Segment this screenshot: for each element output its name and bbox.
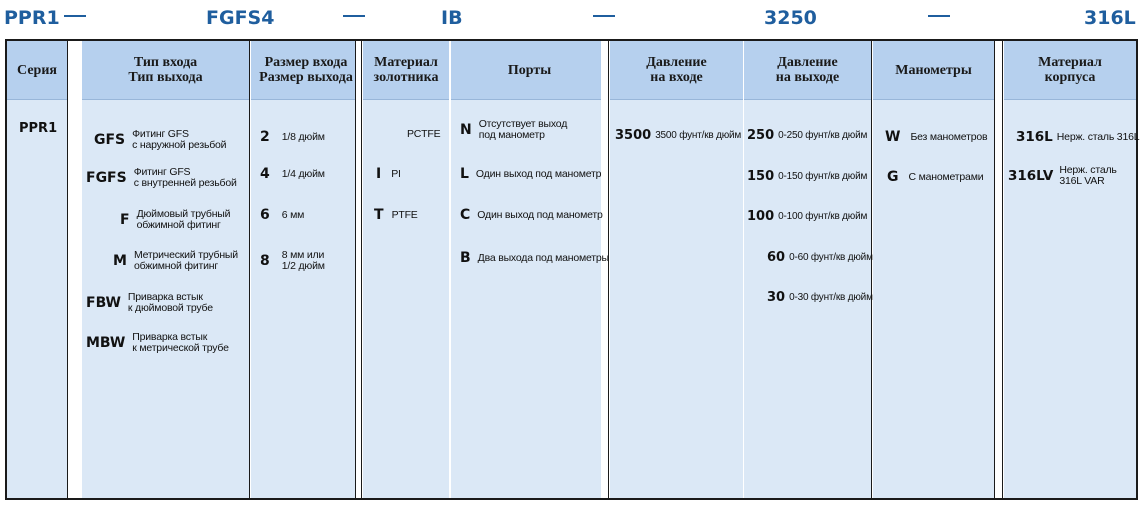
inlet-pressure-option: 3500 3500 фунт/кв дюйм	[615, 128, 742, 143]
connection-option: MBW Приварка встык к метрической трубе	[86, 331, 229, 354]
code-pressure: 3250	[764, 7, 817, 29]
ordering-table	[5, 39, 1138, 500]
header-series: Серия	[17, 62, 57, 78]
ports-option: C Один выход под манометр	[460, 207, 603, 223]
header-size: Размер входа Размер выхода	[259, 55, 353, 85]
column-seat	[363, 41, 449, 498]
connection-option: FBW Приварка встык к дюймовой трубе	[86, 291, 213, 314]
connection-option: FGFS Фитинг GFS с внутренней резьбой	[86, 166, 237, 189]
column-divider	[355, 41, 356, 498]
column-divider	[249, 41, 250, 498]
column-inlet-pressure	[610, 41, 743, 498]
column-outlet-pressure	[744, 41, 871, 498]
seat-option: I PI	[376, 166, 401, 182]
size-option: 8 8 мм или 1/2 дюйм	[260, 249, 325, 272]
header-inlet-pressure: Давление на входе	[646, 55, 707, 85]
outlet-pressure-option: 100 0-100 фунт/кв дюйм	[747, 209, 868, 224]
size-option: 6 6 мм	[260, 207, 305, 223]
column-divider	[871, 41, 872, 498]
connection-option: GFS Фитинг GFS с наружной резьбой	[94, 128, 227, 151]
connection-option: M Метрический трубный обжимной фитинг	[113, 249, 238, 272]
size-option: 4 1/4 дюйм	[260, 166, 325, 182]
outlet-pressure-option: 150 0-150 фунт/кв дюйм	[747, 169, 868, 184]
column-divider	[1002, 41, 1003, 498]
connection-option: F Дюймовый трубный обжимной фитинг	[120, 208, 231, 231]
ports-option: N Отсутствует выход под манометр	[460, 118, 568, 141]
ports-option: B Два выхода под манометры	[460, 250, 609, 266]
column-ports	[451, 41, 601, 498]
header-body-material: Материал корпуса	[1038, 55, 1102, 85]
gauges-option: W Без манометров	[885, 129, 988, 145]
body-material-option: 316LV Нерж. сталь 316L VAR	[1008, 164, 1117, 187]
outlet-pressure-option: 30 0-30 фунт/кв дюйм	[767, 290, 873, 305]
header-ports: Порты	[507, 62, 552, 78]
code-separator	[928, 15, 950, 17]
series-value: PPR1	[19, 121, 58, 136]
code-separator	[343, 15, 365, 17]
size-option: 2 1/8 дюйм	[260, 129, 325, 145]
code-separator	[64, 15, 86, 17]
column-divider	[67, 41, 68, 498]
column-series	[7, 41, 67, 498]
column-gauges	[873, 41, 994, 498]
column-divider	[608, 41, 609, 498]
seat-option: T PTFE	[374, 207, 418, 223]
column-body	[1004, 41, 1136, 498]
header-connection: Тип входа Тип выхода	[128, 55, 203, 85]
header-outlet-pressure: Давление на выходе	[775, 55, 840, 85]
outlet-pressure-option: 60 0-60 фунт/кв дюйм	[767, 250, 873, 265]
column-divider	[994, 41, 995, 498]
code-series: PPR1	[4, 7, 60, 29]
body-material-option: 316L Нерж. сталь 316L	[1016, 129, 1140, 145]
code-valve-ports: IB	[441, 7, 463, 29]
code-separator	[593, 15, 615, 17]
header-gauges: Манометры	[895, 62, 972, 78]
column-divider	[361, 41, 362, 498]
code-material: 316L	[1084, 7, 1136, 29]
gauges-option: G С манометрами	[887, 169, 984, 185]
ports-option: L Один выход под манометр	[460, 166, 602, 182]
seat-option: PCTFE	[407, 128, 441, 140]
code-inlet: FGFS4	[206, 7, 275, 29]
outlet-pressure-option: 250 0-250 фунт/кв дюйм	[747, 128, 868, 143]
header-seat-material: Материал золотника	[373, 55, 439, 85]
